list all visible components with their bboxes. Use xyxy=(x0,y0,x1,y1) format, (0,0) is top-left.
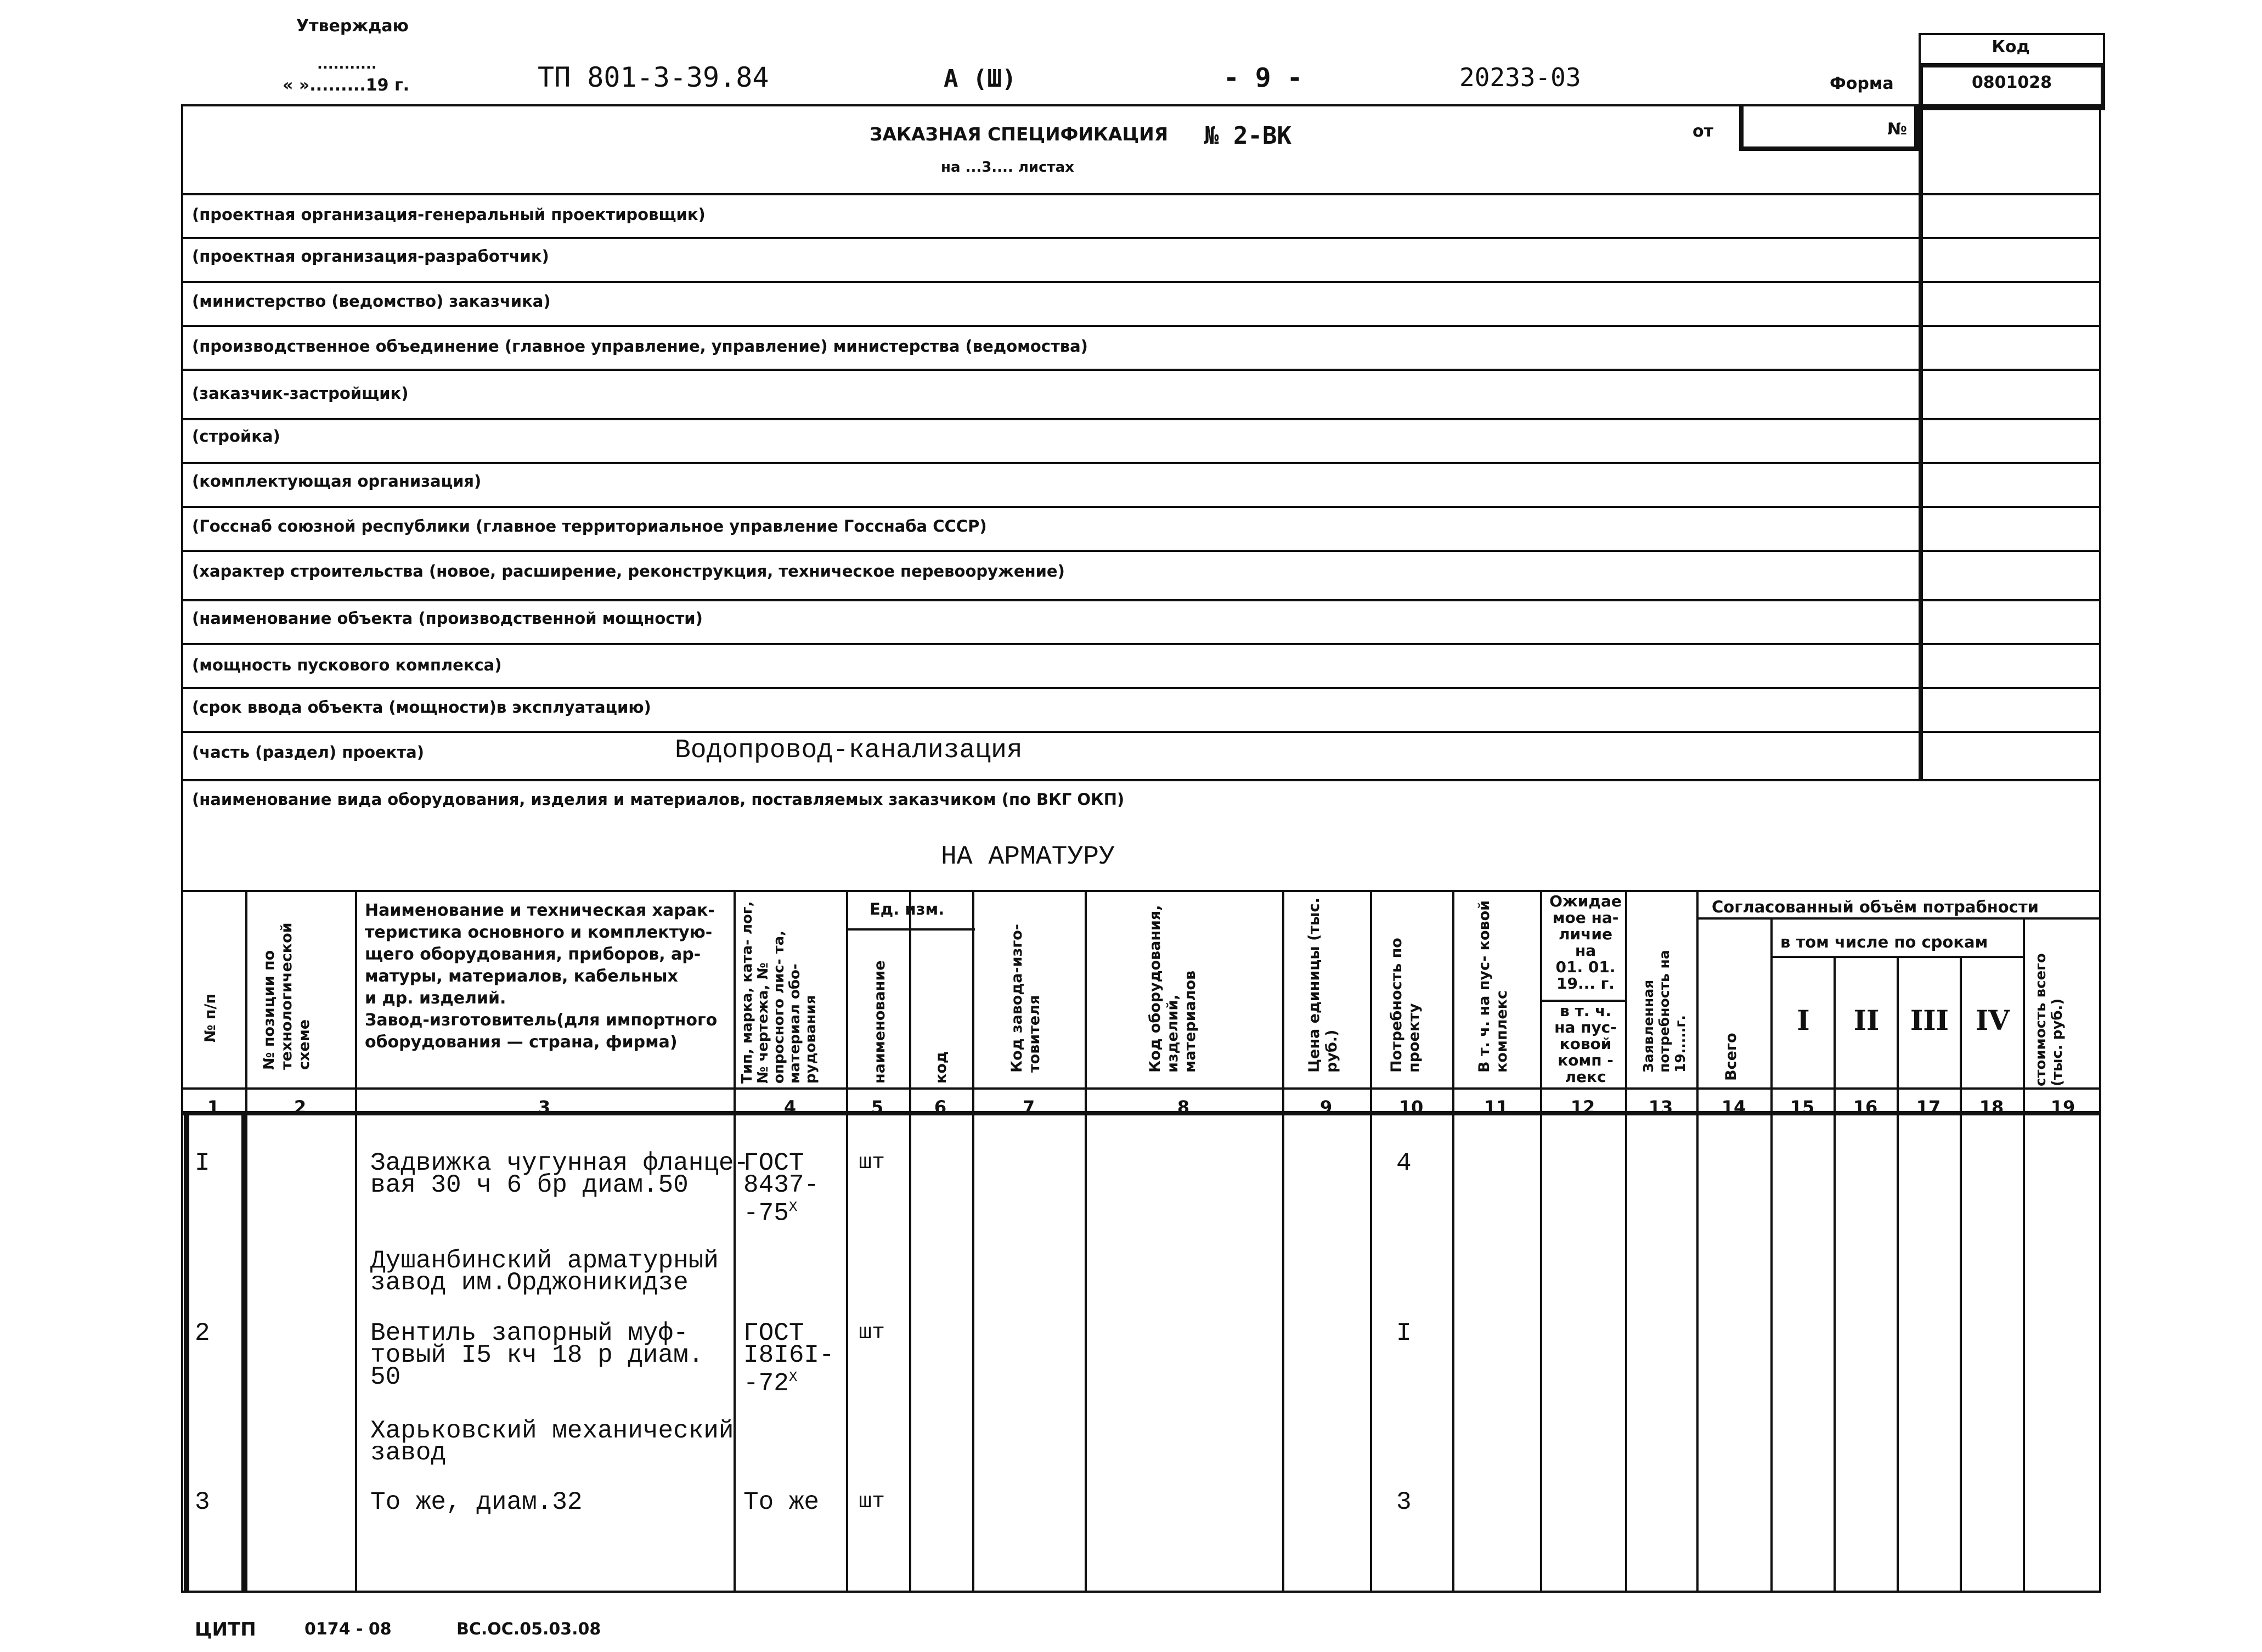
row3-unit: шт xyxy=(859,1490,885,1514)
unit-header: Ед. изм. xyxy=(870,900,945,918)
colnum-14: 14 xyxy=(1721,1097,1746,1118)
col13-header: Заявленная потребность на 19.....г. xyxy=(1640,950,1688,1073)
approve-dots: ........... xyxy=(317,56,377,72)
field-object-name: (наименование объекта (производственной мощности) xyxy=(192,609,703,628)
col5-header: наименование xyxy=(871,960,888,1084)
colnum-18: 18 xyxy=(1979,1097,2004,1118)
term-4: IV xyxy=(1975,1004,2010,1036)
row2-unit: шт xyxy=(859,1321,885,1345)
col4-header: Тип, марка, ката- лог, № чертежа, № опросного лис- та, материал обо- рудования xyxy=(739,901,819,1084)
inv-number: 20233-03 xyxy=(1459,63,1581,92)
colnum-1: 1 xyxy=(207,1097,220,1118)
field-construction-type: (характер строительства (новое, расширение, реконструкция, техническое перевооружение) xyxy=(192,562,1065,580)
approve-date: « ».........19 г. xyxy=(283,76,410,95)
doc-number: ТП 801-3-39.84 xyxy=(538,61,769,93)
field-production-union: (производственное объединение (главное управление, управление) министерства (ведомоства) xyxy=(192,337,1088,356)
page-number: - 9 - xyxy=(1223,63,1303,93)
colnum-5: 5 xyxy=(871,1097,884,1118)
equipment-label: (наименование вида оборудования, изделия и материалов, поставляемых заказчиком (по ВКГ ОКП) xyxy=(192,790,1125,809)
field-gossnab: (Госснаб союзной республики (главное территориальное управление Госснаба СССР) xyxy=(192,517,987,535)
col1-header: № п/п xyxy=(202,993,219,1042)
kod-value: 0801028 xyxy=(1971,73,2052,92)
row3-name: То же, диам.32 xyxy=(370,1488,583,1516)
footer-code: 0174 - 08 xyxy=(304,1620,392,1639)
col14-header: Всего xyxy=(1723,1033,1740,1081)
term-1: I xyxy=(1797,1004,1810,1036)
section-value: Водопровод-канализация xyxy=(675,736,1023,765)
agreed-header: Согласованный объём потрабности xyxy=(1712,898,2039,916)
colnum-17: 17 xyxy=(1916,1097,1941,1118)
row3-qty: 3 xyxy=(1396,1488,1412,1516)
colnum-2: 2 xyxy=(294,1097,307,1118)
colnum-10: 10 xyxy=(1398,1097,1424,1118)
row1-maker: Душанбинский арматурный завод им.Орджоникидзе xyxy=(370,1247,719,1297)
row2-name: Вентиль запорный муф- товый I5 кч 18 р диам. 50 xyxy=(370,1319,704,1391)
term-3: III xyxy=(1910,1004,1949,1036)
col6-header: код xyxy=(933,1051,950,1084)
colnum-6: 6 xyxy=(934,1097,947,1118)
field-ministry: (министерство (ведомство) заказчика) xyxy=(192,292,551,311)
album-label: А (Ш) xyxy=(944,65,1017,93)
equipment-value: НА АРМАТУРУ xyxy=(941,842,1115,872)
no-label: № xyxy=(1887,120,1908,139)
footer-ref: ВС.ОС.05.03.08 xyxy=(456,1620,601,1639)
row2-number: 2 xyxy=(195,1319,210,1347)
forma-label: Форма xyxy=(1830,74,1894,93)
by-terms-header: в том числе по срокам xyxy=(1780,933,1988,951)
approve-label: Утверждаю xyxy=(296,16,409,36)
col19-header: стоимость всего (тыс. руб.) xyxy=(2033,953,2066,1086)
field-project-section: (часть (раздел) проекта) xyxy=(192,743,424,762)
col2-header: № позиции по технологической схеме xyxy=(261,922,313,1070)
sheets-count: на ...3.... листах xyxy=(941,159,1074,176)
spec-number: № 2-ВК xyxy=(1204,122,1291,150)
colnum-12: 12 xyxy=(1570,1097,1595,1118)
col11-header: В т. ч. на пус- ковой комплекс xyxy=(1476,900,1510,1073)
field-supplier: (комплектующая организация) xyxy=(192,472,482,490)
col12-header: Ожидае мое на- личие на 01. 01. 19... г. xyxy=(1549,892,1622,993)
colnum-16: 16 xyxy=(1853,1097,1878,1118)
colnum-4: 4 xyxy=(783,1097,797,1118)
colnum-13: 13 xyxy=(1648,1097,1673,1118)
row1-qty: 4 xyxy=(1396,1149,1412,1177)
row3-type: То же xyxy=(743,1488,820,1516)
row2-type: ГОСТ I8I6I- $-72^Х$ xyxy=(743,1319,834,1398)
field-capacity: (мощность пускового комплекса) xyxy=(192,656,502,674)
colnum-11: 11 xyxy=(1483,1097,1509,1118)
field-customer: (заказчик-застройщик) xyxy=(192,384,409,403)
col9-header: Цена единицы (тыс. руб.) xyxy=(1306,898,1340,1073)
footer-org: ЦИТП xyxy=(195,1619,256,1640)
ot-label: от xyxy=(1693,122,1713,141)
colnum-19: 19 xyxy=(2050,1097,2075,1118)
row2-qty: I xyxy=(1396,1319,1412,1347)
row2-maker: Харьковский механический завод xyxy=(370,1417,734,1467)
row1-unit: шт xyxy=(859,1151,885,1175)
kod-label: Код xyxy=(1992,37,2030,57)
row1-name: Задвижка чугунная фланце- вая 30 ч 6 бр диам.50 xyxy=(370,1149,749,1199)
term-2: II xyxy=(1853,1004,1880,1036)
field-commission-date: (срок ввода объекта (мощности)в эксплуатацию) xyxy=(192,698,651,717)
col3-header: Наименование и техническая харак- теристика основного и комплектую- щего оборудования, приборов, ар- матуры, материалов, кабельных и др. изделий. Завод-изготовитель(для импортного оборудования — страна, фирма) xyxy=(365,901,718,1052)
colnum-7: 7 xyxy=(1022,1097,1035,1118)
colnum-3: 3 xyxy=(538,1097,551,1118)
field-developer: (проектная организация-разработчик) xyxy=(192,247,549,266)
row1-number: I xyxy=(195,1149,210,1177)
row1-type: ГОСТ 8437- $-75^Х$ xyxy=(743,1149,820,1228)
col7-header: Код завода-изго- товителя xyxy=(1008,923,1043,1073)
colnum-8: 8 xyxy=(1177,1097,1190,1118)
spec-title: ЗАКАЗНАЯ СПЕЦИФИКАЦИЯ xyxy=(870,123,1169,145)
colnum-9: 9 xyxy=(1319,1097,1333,1118)
colnum-15: 15 xyxy=(1790,1097,1815,1118)
field-construction: (стройка) xyxy=(192,427,280,446)
col10-header: Потребность по проекту xyxy=(1388,938,1423,1073)
row3-number: 3 xyxy=(195,1488,210,1516)
col12b-header: в т. ч. на пус- ковой комп - лекс xyxy=(1554,1002,1617,1086)
field-general-designer: (проектная организация-генеральный проектировщик) xyxy=(192,205,706,224)
col8-header: Код оборудования, изделий, материалов xyxy=(1147,905,1199,1073)
